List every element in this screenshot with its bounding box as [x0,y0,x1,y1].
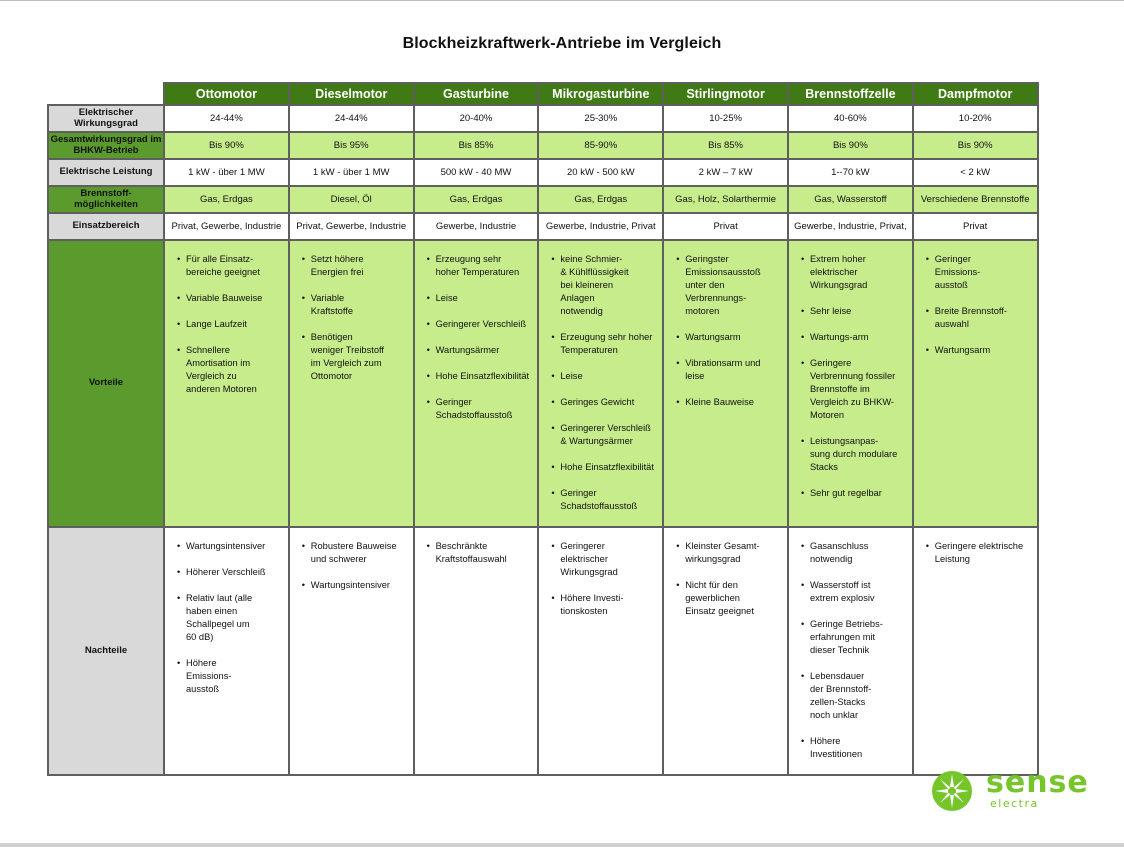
table-cell: Diesel, Öl [289,186,414,213]
list-item: • Variable Bauweise [177,292,284,305]
list-item: • Relativ laut (alle haben einen Schallpegel um 60 dB) [177,592,284,644]
sense-electra-logo [928,765,1103,812]
table-cell: Bis 85% [663,132,788,159]
list-item: • Benötigen weniger Treibstoff im Vergleich zum Ottomotor [302,331,409,383]
list-item: • Wartungsarm [676,331,783,344]
column-header-mikrogasturbine: Mikrogasturbine [538,83,663,105]
list-item: • Höhere Emissions- ausstoß [177,657,284,696]
table-row-elektrischer-wirkungsgrad [48,105,1038,132]
row-header: Gesamtwirkungsgrad im BHKW-Betrieb [48,132,164,159]
column-header-gasturbine: Gasturbine [414,83,539,105]
table-row-brennstoffmoeglichkeiten [48,186,1038,213]
page-title: Blockheizkraftwerk-Antriebe im Vergleich [402,35,722,52]
list-item: • Schnellere Amortisation im Vergleich zu anderen Motoren [177,344,284,396]
list-item: • Robustere Bauweise und schwerer [302,540,409,566]
table-cell: Gas, Wasserstoff [788,186,913,213]
bullet-list [914,528,1037,566]
list-item: • Erzeugung sehr hoher Temperaturen [551,331,658,357]
table-cell: 24-44% [164,105,289,132]
list-item: • keine Schmier- & Kühlflüssigkeit bei kleineren Anlagen notwendig [551,253,658,318]
nachteile-cell [663,527,788,775]
list-item: • Sehr leise [801,305,908,318]
row-header: Nachteile [48,527,164,775]
bullet-list [290,528,413,592]
list-item: • Extrem hoher elektrischer Wirkungsgrad [801,253,908,292]
list-item: • Lange Laufzeit [177,318,284,331]
page-top-rule [0,0,1124,1]
list-item: • Wartungsintensiver [302,579,409,592]
list-item: • Wartungs-arm [801,331,908,344]
table-cell: < 2 kW [913,159,1038,186]
logo-wordmark: sense [986,765,1089,800]
table-cell: Gewerbe, Industrie, Privat, [788,213,913,240]
table-cell: Privat [663,213,788,240]
page-bottom-rule [0,843,1124,847]
table-cell: Bis 90% [164,132,289,159]
table-cell: 20-40% [414,105,539,132]
bullet-list [539,528,662,618]
row-header: Elektrische Leistung [48,159,164,186]
list-item: • Variable Kraftstoffe [302,292,409,318]
table-cell: Bis 90% [913,132,1038,159]
row-header: Einsatzbereich [48,213,164,240]
bullet-list [789,241,912,500]
bullet-list [165,528,288,696]
bullet-list [539,241,662,513]
list-item: • Erzeugung sehr hoher Temperaturen [427,253,534,279]
vorteile-cell [663,240,788,527]
table-cell: 1 kW - über 1 MW [164,159,289,186]
table-row-elektrische-leistung [48,159,1038,186]
row-header: Brennstoff-möglichkeiten [48,186,164,213]
list-item: • Setzt höhere Energien frei [302,253,409,279]
logo-subline: electra [990,797,1039,810]
column-header-ottomotor: Ottomotor [164,83,289,105]
vorteile-cell [913,240,1038,527]
list-item: • Höhere Investitionen [801,735,908,761]
list-item: • Höherer Verschleiß [177,566,284,579]
table-cell: Gas, Erdgas [164,186,289,213]
bullet-list [664,528,787,618]
list-item: • Geringes Gewicht [551,396,658,409]
list-item: • Für alle Einsatz- bereiche geeignet [177,253,284,279]
list-item: • Geringe Betriebs- erfahrungen mit dieser Technik [801,618,908,657]
table-cell: 10-20% [913,105,1038,132]
table-cell: Gewerbe, Industrie, Privat [538,213,663,240]
table-cell: Gas, Holz, Solarthermie [663,186,788,213]
vorteile-cell [289,240,414,527]
table-cell: 500 kW - 40 MW [414,159,539,186]
table-cell: 1 kW - über 1 MW [289,159,414,186]
list-item: • Wartungsärmer [427,344,534,357]
table-cell: 24-44% [289,105,414,132]
table-cell: Privat [913,213,1038,240]
table-row-nachteile [48,527,1038,775]
nachteile-cell [913,527,1038,775]
table-row-gesamtwirkungsgrad [48,132,1038,159]
bullet-list [290,241,413,383]
table-cell: Bis 90% [788,132,913,159]
list-item: • Breite Brennstoff- auswahl [926,305,1033,331]
bullet-list [914,241,1037,357]
table-cell: Gewerbe, Industrie [414,213,539,240]
list-item: • Geringere Verbrennung fossiler Brennstoffe im Vergleich zu BHKW- Motoren [801,357,908,422]
list-item: • Höhere Investi- tionskosten [551,592,658,618]
nachteile-cell [538,527,663,775]
vorteile-cell [164,240,289,527]
table-cell: Privat, Gewerbe, Industrie [164,213,289,240]
table-cell: 2 kW – 7 kW [663,159,788,186]
table-row-vorteile [48,240,1038,527]
table-corner [48,83,164,105]
list-item: • Beschränkte Kraftstoffauswahl [427,540,534,566]
sun-logo-icon [928,770,976,812]
list-item: • Wartungsintensiver [177,540,284,553]
table-cell: 20 kW - 500 kW [538,159,663,186]
column-header-brennstoffzelle: Brennstoffzelle [788,83,913,105]
list-item: • Geringer Schadstoffausstoß [551,487,658,513]
table-row-einsatzbereich [48,213,1038,240]
bullet-list [415,241,538,422]
list-item: • Geringere elektrische Leistung [926,540,1033,566]
bullet-list [664,241,787,409]
vorteile-cell [788,240,913,527]
list-item: • Leise [427,292,534,305]
nachteile-cell [164,527,289,775]
list-item: • Geringster Emissionsausstoß unter den Verbrennungs- motoren [676,253,783,318]
table-cell: Gas, Erdgas [414,186,539,213]
column-header-stirlingmotor: Stirlingmotor [663,83,788,105]
list-item: • Hohe Einsatzflexibilität [551,461,658,474]
table-cell: Gas, Erdgas [538,186,663,213]
table-cell: Verschiedene Brennstoffe [913,186,1038,213]
nachteile-cell [289,527,414,775]
comparison-table [47,82,1039,776]
list-item: • Geringerer elektrischer Wirkungsgrad [551,540,658,579]
bullet-list [789,528,912,761]
list-item: • Wasserstoff ist extrem explosiv [801,579,908,605]
bullet-list [415,528,538,566]
table-cell: 1--70 kW [788,159,913,186]
nachteile-cell [414,527,539,775]
vorteile-cell [414,240,539,527]
list-item: • Hohe Einsatzflexibilität [427,370,534,383]
table-cell: 25-30% [538,105,663,132]
list-item: • Geringerer Verschleiß & Wartungsärmer [551,422,658,448]
list-item: • Lebensdauer der Brennstoff- zellen-Stacks noch unklar [801,670,908,722]
table-cell: 10-25% [663,105,788,132]
list-item: • Kleinster Gesamt- wirkungsgrad [676,540,783,566]
table-cell: Bis 95% [289,132,414,159]
list-item: • Geringerer Verschleiß [427,318,534,331]
nachteile-cell [788,527,913,775]
list-item: • Leistungsanpas- sung durch modulare Stacks [801,435,908,474]
table-cell: 85-90% [538,132,663,159]
row-header: Elektrischer Wirkungsgrad [48,105,164,132]
vorteile-cell [538,240,663,527]
list-item: • Geringer Emissions- ausstoß [926,253,1033,292]
column-header-dieselmotor: Dieselmotor [289,83,414,105]
list-item: • Gasanschluss notwendig [801,540,908,566]
list-item: • Sehr gut regelbar [801,487,908,500]
list-item: • Geringer Schadstoffausstoß [427,396,534,422]
list-item: • Leise [551,370,658,383]
column-header-dampfmotor: Dampfmotor [913,83,1038,105]
row-header: Vorteile [48,240,164,527]
bullet-list [165,241,288,396]
list-item: • Vibrationsarm und leise [676,357,783,383]
table-cell: Privat, Gewerbe, Industrie [289,213,414,240]
table-cell: Bis 85% [414,132,539,159]
table-cell: 40-60% [788,105,913,132]
list-item: • Wartungsarm [926,344,1033,357]
list-item: • Kleine Bauweise [676,396,783,409]
list-item: • Nicht für den gewerblichen Einsatz geeignet [676,579,783,618]
